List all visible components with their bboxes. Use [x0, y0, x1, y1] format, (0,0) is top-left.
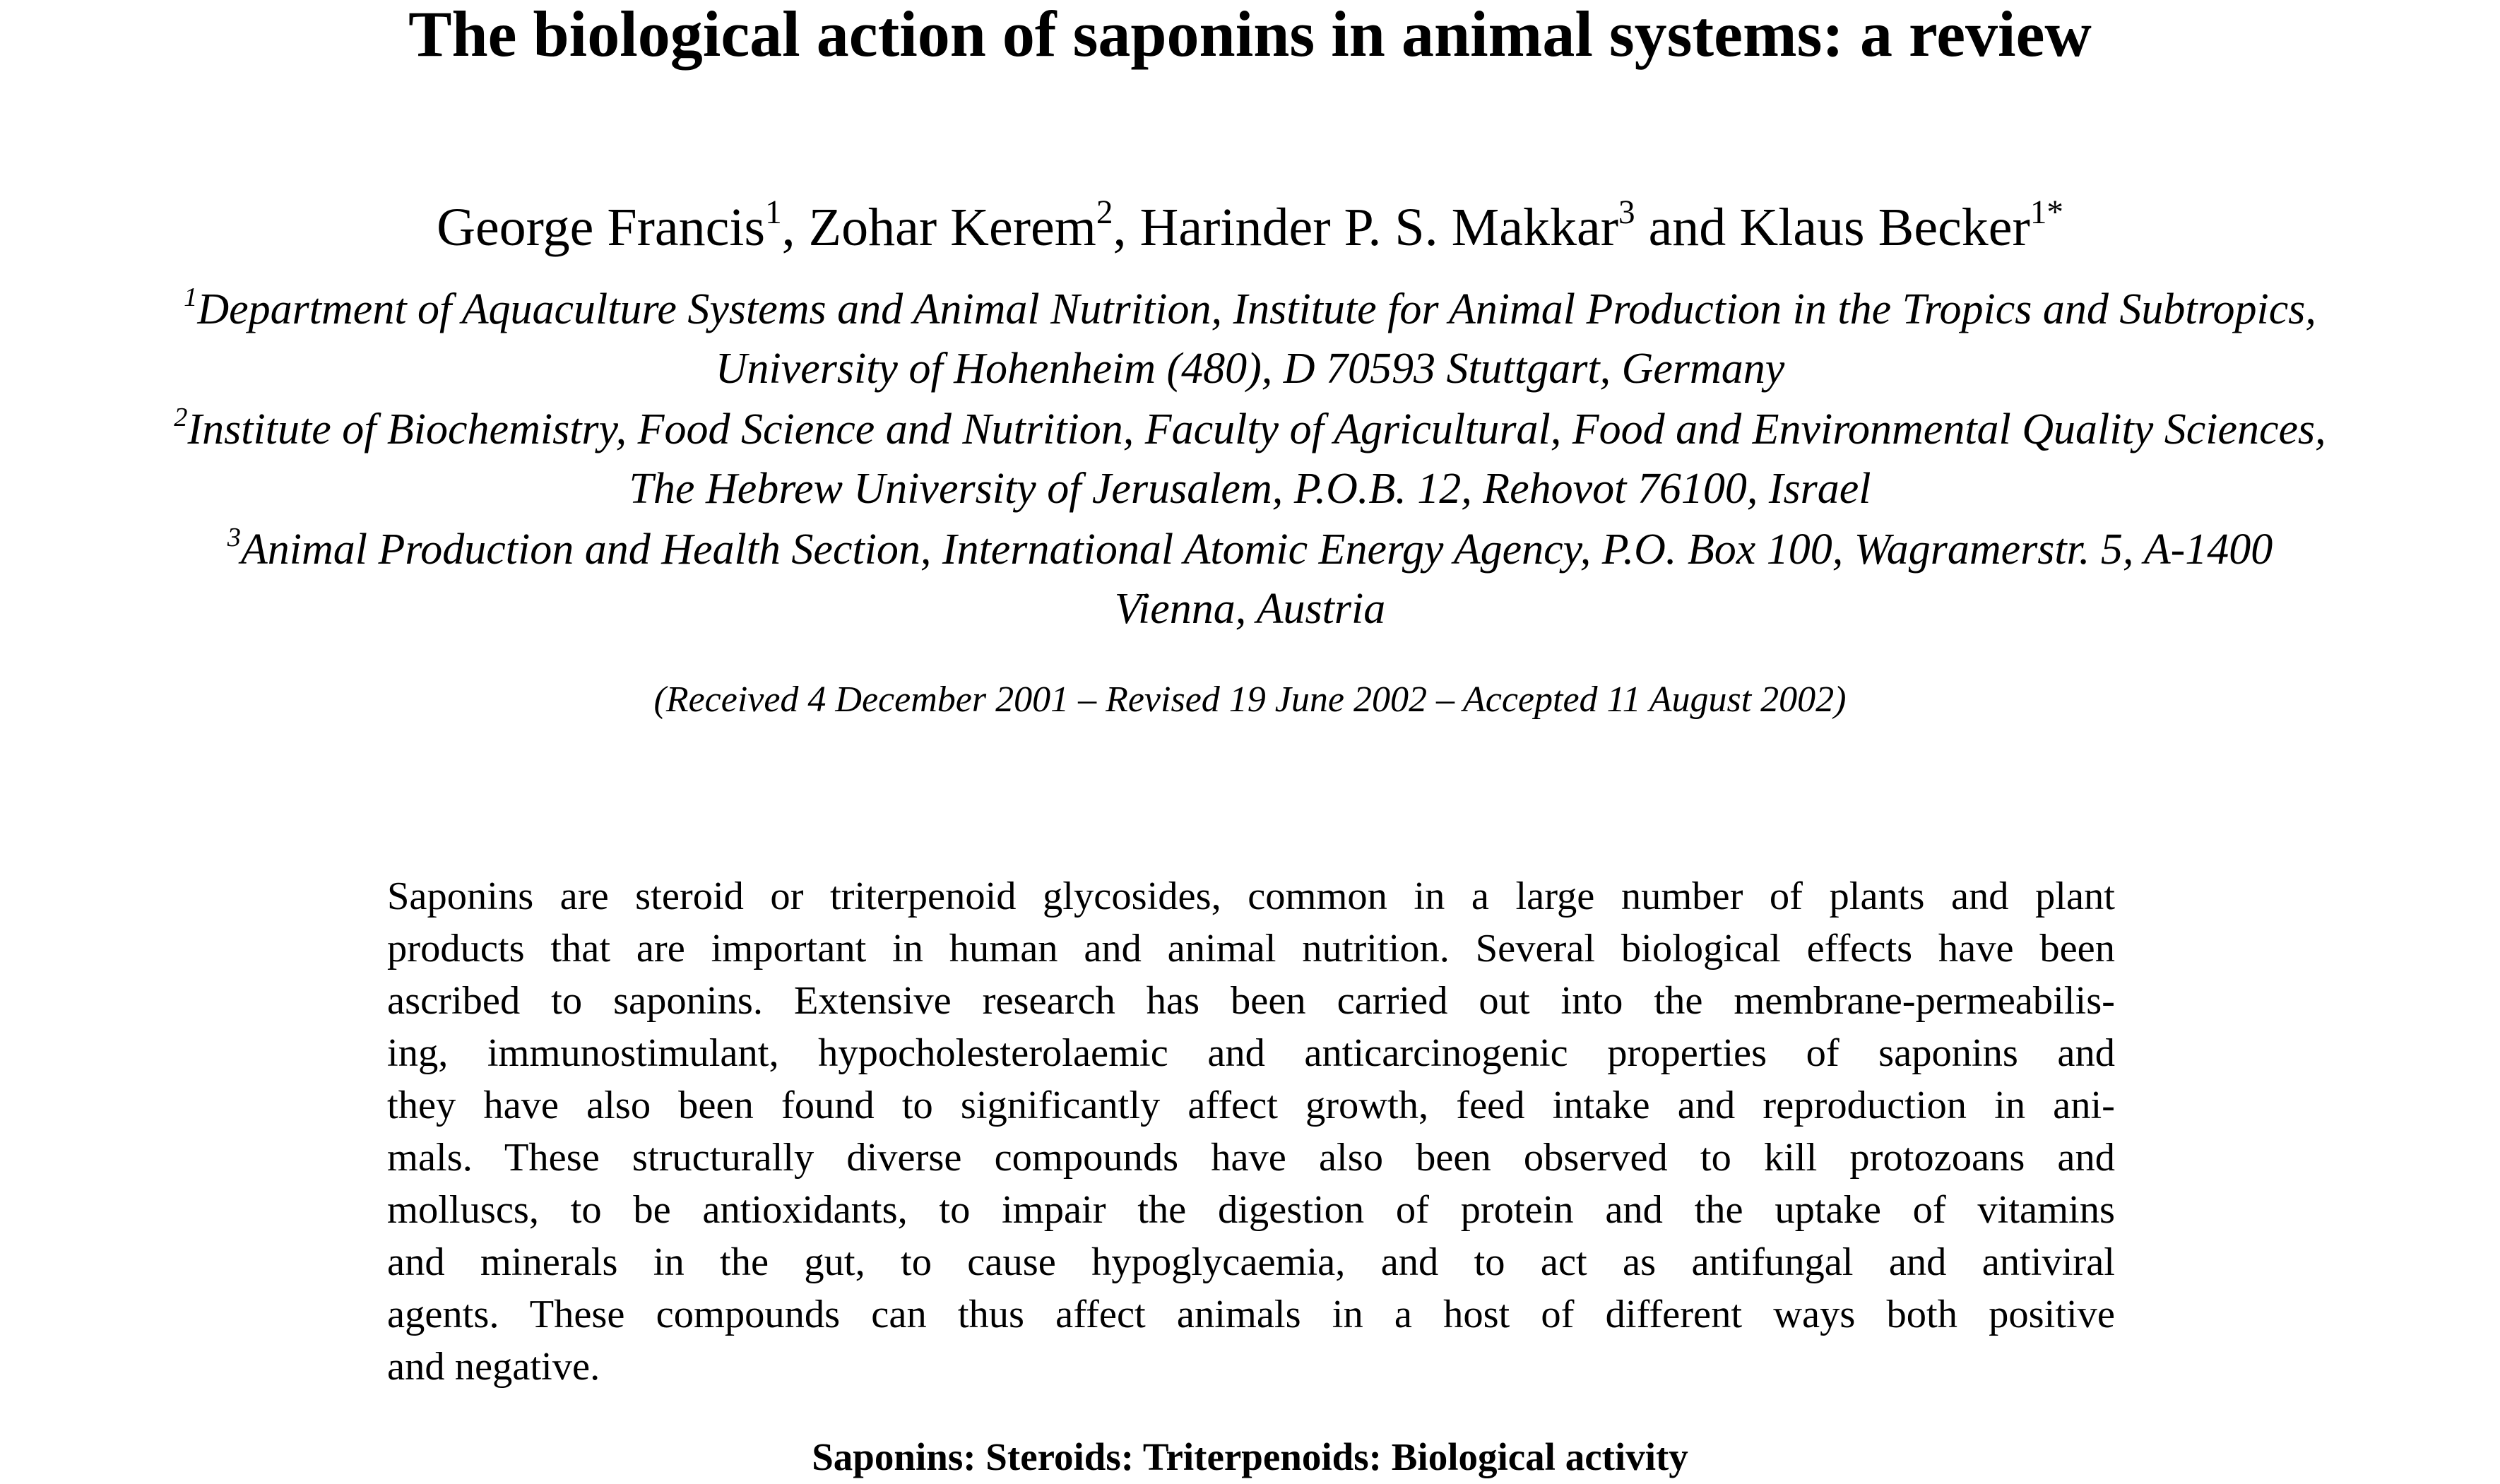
affiliation-line [0, 400, 2500, 459]
affiliation-line: Vienna, Austria [1114, 585, 1386, 633]
affiliation-number: 2 [174, 402, 188, 432]
affiliation-text: Institute of Biochemistry, Food Science and Nutrition, Faculty of Agricultural, Food and Environmental Quality Sciences, [187, 405, 2326, 453]
keywords: Saponins: Steroids: Triterpenoids: Biological activity [812, 1435, 1688, 1478]
abstract [387, 870, 2115, 1393]
author-name: Klaus Becker [1739, 198, 2030, 257]
author-name: Harinder P. S. Makkar [1139, 198, 1619, 257]
affiliation [0, 400, 2500, 518]
author-list [0, 195, 2500, 260]
abstract-line: Saponins are steroid or triterpenoid glycosides, common in a large number of plants and plant [387, 874, 2115, 918]
abstract-line: ascribed to saponins. Extensive research has been carried out into the membrane-permeabilis- [387, 979, 2115, 1023]
author-affiliation-mark: 1* [2030, 194, 2063, 231]
affiliation-line: The Hebrew University of Jerusalem, P.O.B. 12, Rehovot 76100, Israel [629, 465, 1871, 513]
author-name: George Francis [437, 198, 766, 257]
submission-dates: (Received 4 December 2001 – Revised 19 June 2002 – Accepted 11 August 2002) [653, 679, 1847, 720]
author-affiliation-mark: 2 [1096, 194, 1113, 231]
abstract-line: and negative. [387, 1345, 600, 1389]
author-separator: and [1635, 198, 1740, 257]
affiliation-text: Department of Aquaculture Systems and Animal Nutrition, Institute for Animal Production in the Tropics and Subtropics, [197, 285, 2316, 333]
affiliation-number: 1 [184, 282, 198, 312]
abstract-line: molluscs, to be antioxidants, to impair the digestion of protein and the uptake of vitamins [387, 1188, 2115, 1232]
author-affiliation-mark: 1 [765, 194, 782, 231]
abstract-line: agents. These compounds can thus affect animals in a host of different ways both positive [387, 1293, 2115, 1336]
abstract-line: they have also been found to significantly affect growth, feed intake and reproduction in ani- [387, 1084, 2115, 1127]
affiliation-number: 3 [227, 522, 241, 552]
abstract-line: and minerals in the gut, to cause hypoglycaemia, and to act as antifungal and antiviral [387, 1240, 2115, 1284]
paper-title: The biological action of saponins in animal systems: a review [408, 0, 2092, 70]
author-name: Zohar Kerem [808, 198, 1096, 257]
author-affiliation-mark: 3 [1618, 194, 1635, 231]
abstract-line: products that are important in human and animal nutrition. Several biological effects have been [387, 927, 2115, 970]
abstract-line: mals. These structurally diverse compounds have also been observed to kill protozoans and [387, 1136, 2115, 1180]
affiliation-line [0, 280, 2500, 339]
affiliation-text: Animal Production and Health Section, International Atomic Energy Agency, P.O. Box 100, Wagramerstr. 5, A-1400 [240, 526, 2273, 574]
abstract-line: ing, immunostimulant, hypocholesterolaemic and anticarcinogenic properties of saponins and [387, 1031, 2115, 1075]
affiliation [0, 520, 2500, 639]
affiliation [0, 280, 2500, 398]
affiliation-line [0, 520, 2500, 579]
affiliation-line: University of Hohenheim (480), D 70593 Stuttgart, Germany [715, 345, 1785, 393]
author-separator: , [781, 198, 809, 257]
author-separator: , [1113, 198, 1140, 257]
